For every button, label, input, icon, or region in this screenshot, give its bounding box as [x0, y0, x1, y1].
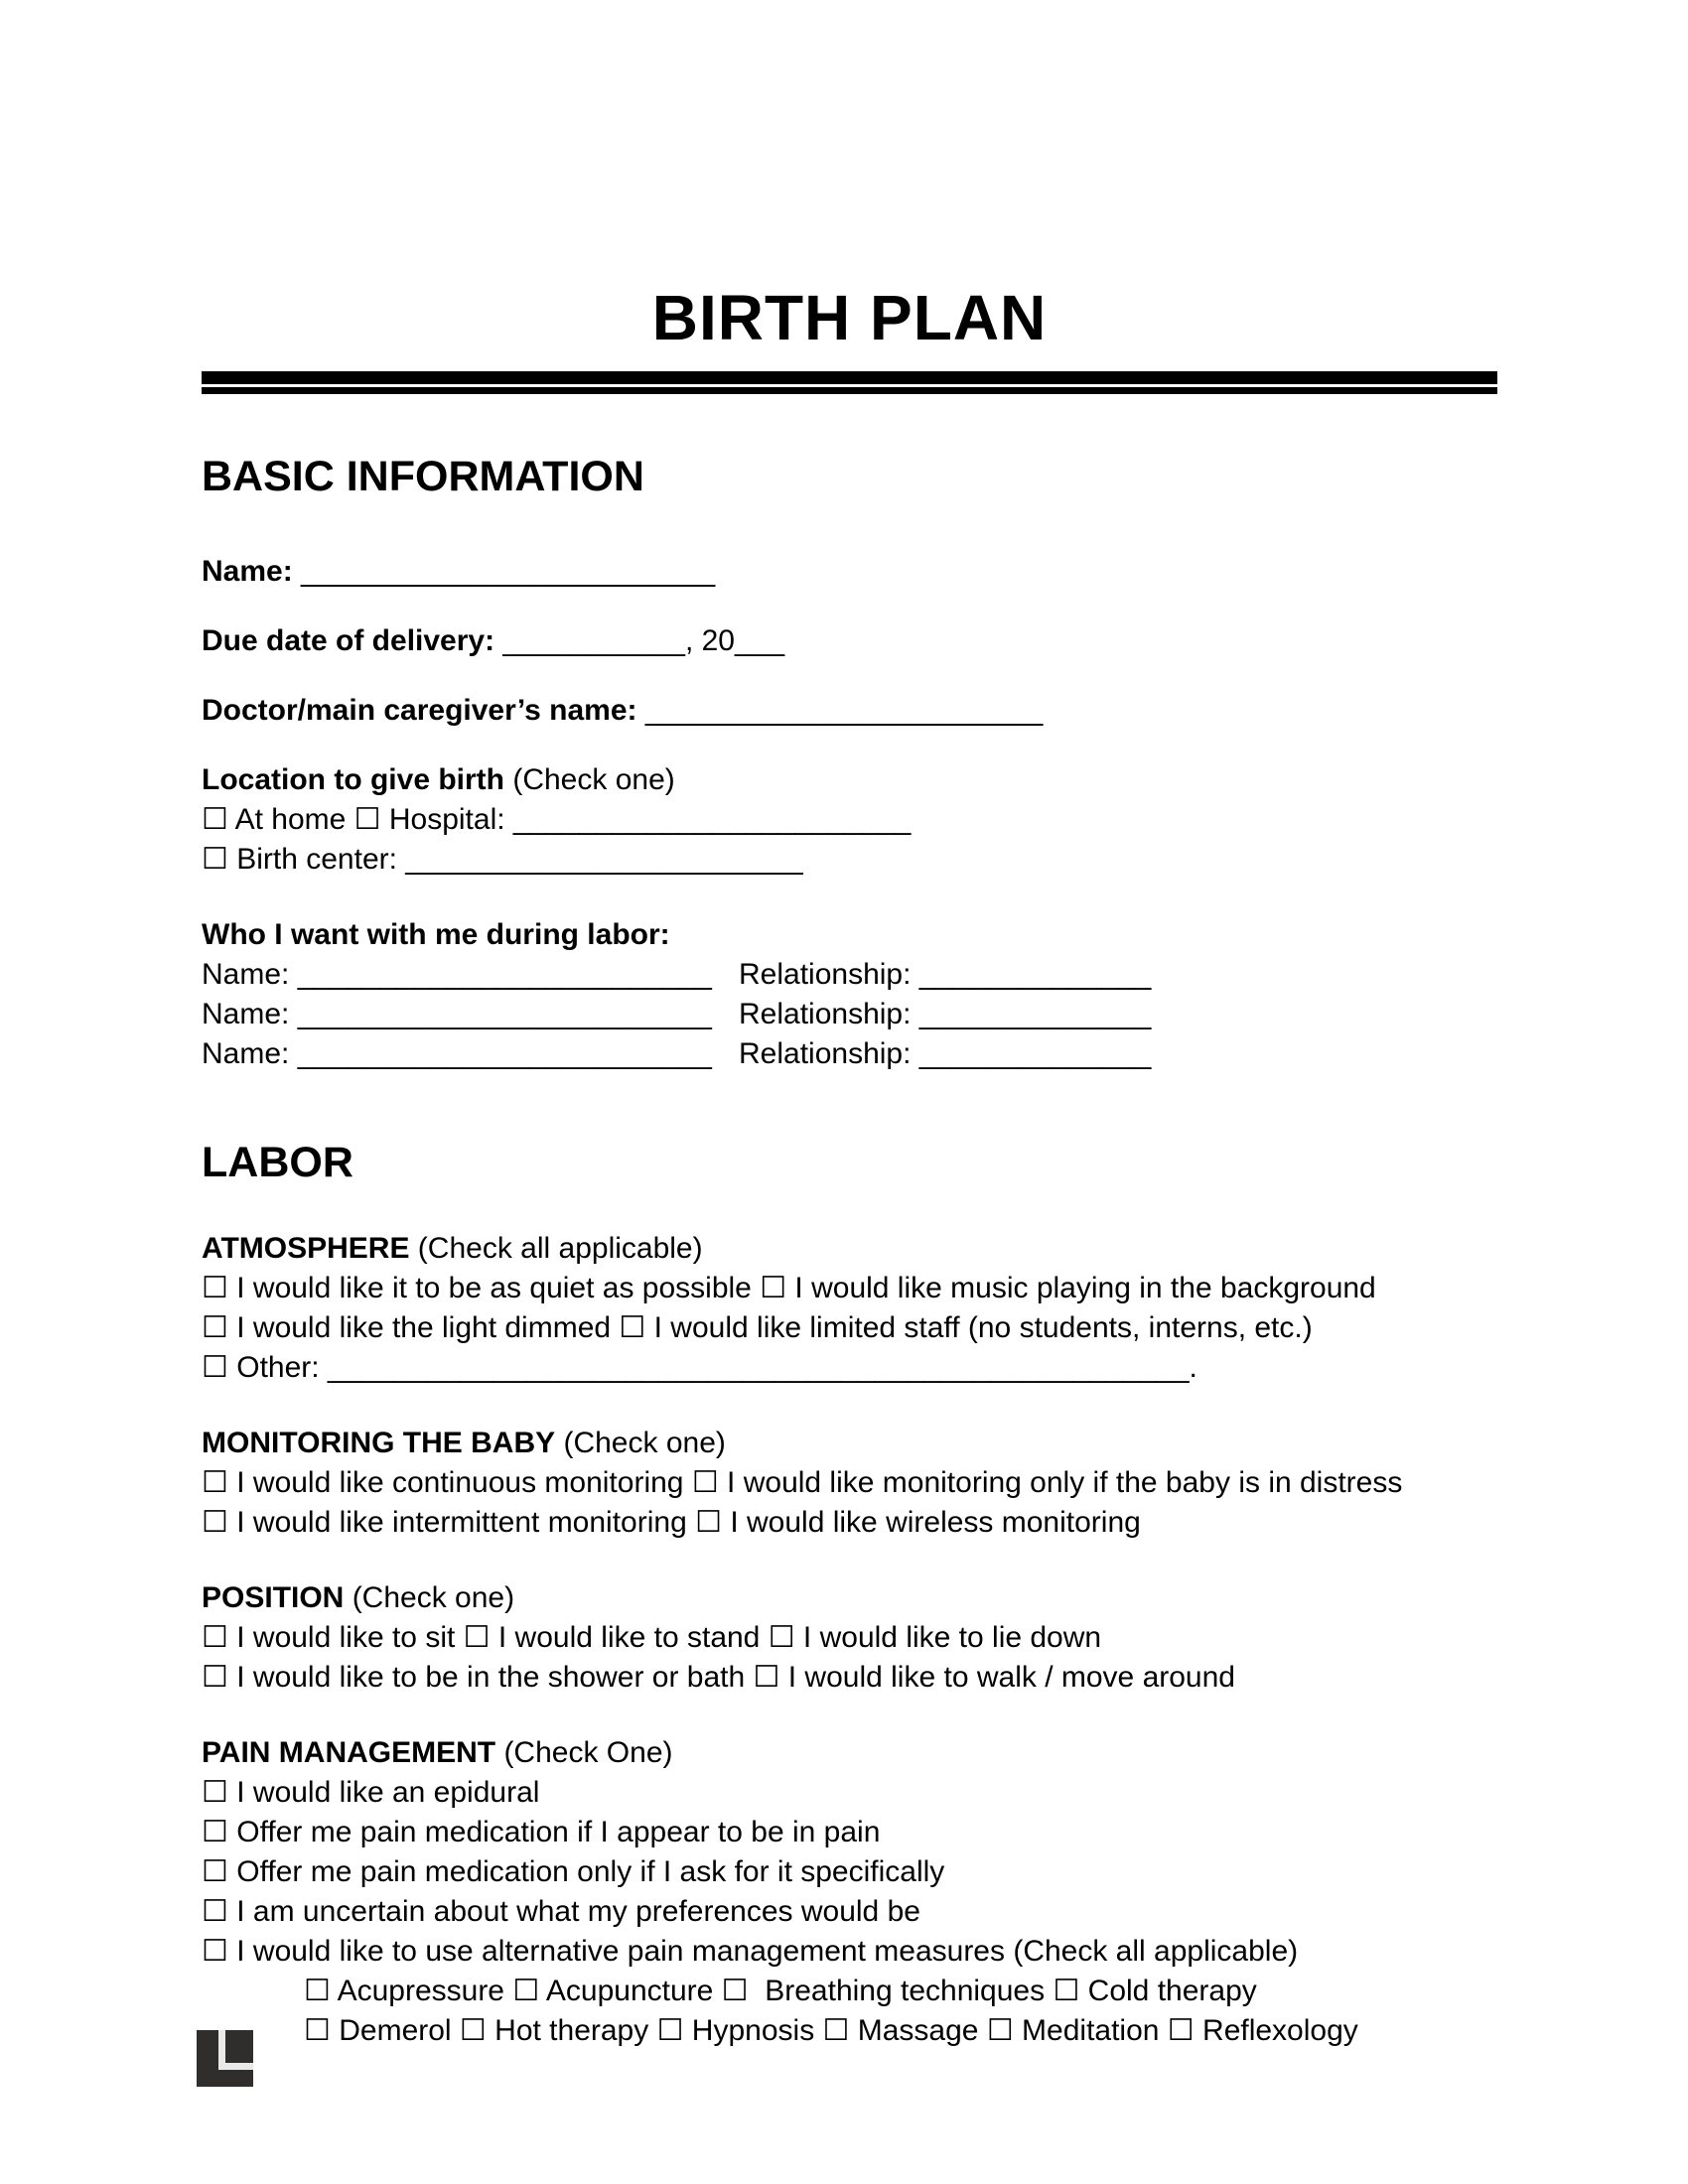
position-group-hint: (Check one): [344, 1580, 515, 1614]
pain-management-group-head: [202, 1733, 1497, 1773]
position-line: ☐ I would like to be in the shower or bath ☐ I would like to walk / move around: [202, 1660, 1235, 1694]
monitoring-line: ☐ I would like intermittent monitoring ☐ I would like wireless monitoring: [202, 1505, 1141, 1539]
companion-row: [202, 995, 1497, 1034]
name-field-blank: _________________________: [292, 555, 716, 589]
companion-relationship: Relationship: ______________: [739, 958, 1152, 992]
pain-management-line: ☐ Offer me pain medication if I appear to be in pain: [202, 1815, 881, 1848]
pain-management-line: ☐ I am uncertain about what my preferences would be: [202, 1894, 920, 1928]
monitoring-group-label: MONITORING THE BABY: [202, 1426, 556, 1459]
companion-relationship: Relationship: ______________: [739, 1037, 1152, 1071]
monitoring-group-head: [202, 1424, 1497, 1463]
atmosphere-group-hint: (Check all applicable): [409, 1231, 703, 1265]
title-rule-thick: [202, 371, 1497, 384]
location-group: [202, 760, 1497, 880]
pain-management-group-label: PAIN MANAGEMENT: [202, 1735, 496, 1769]
position-line: ☐ I would like to sit ☐ I would like to stand ☐ I would like to lie down: [202, 1620, 1102, 1654]
location-line-home-hospital: ☐ At home ☐ Hospital: ________________________: [202, 803, 912, 837]
logo-l-glyph: [218, 2030, 253, 2070]
title-rule-thin: [202, 387, 1497, 394]
document-title: BIRTH PLAN: [651, 282, 1048, 353]
atmosphere-group-head: [202, 1229, 1497, 1269]
location-group-head: [202, 760, 1497, 800]
companion-name: Name: _________________________: [202, 958, 712, 992]
location-group-hint: (Check one): [504, 763, 675, 797]
companion-name: Name: _________________________: [202, 1037, 712, 1071]
doctor-field-blank: ________________________: [636, 694, 1044, 728]
pain-management-group-hint: (Check One): [495, 1735, 673, 1769]
name-field-label: Name:: [202, 555, 293, 589]
atmosphere-group-label: ATMOSPHERE: [202, 1231, 410, 1265]
companions-group: [202, 915, 1497, 1074]
atmosphere-group: [202, 1229, 1497, 1388]
companion-name: Name: _________________________: [202, 998, 712, 1031]
pain-management-group: [202, 1733, 1497, 2051]
atmosphere-line-other: ☐ Other: ____________________________________________________.: [202, 1350, 1197, 1384]
due-date-field: [202, 621, 1497, 661]
section-heading-labor: LABOR: [202, 1139, 353, 1187]
location-line-birth-center: ☐ Birth center: ________________________: [202, 843, 803, 877]
monitoring-line: ☐ I would like continuous monitoring ☐ I would like monitoring only if the baby is in distress: [202, 1465, 1403, 1499]
doctor-field: [202, 691, 1497, 731]
section-heading-basic-information: BASIC INFORMATION: [202, 453, 644, 500]
position-group: [202, 1578, 1497, 1698]
legal-templates-logo-icon: [197, 2030, 253, 2087]
monitoring-group-hint: (Check one): [555, 1426, 726, 1459]
monitoring-group: [202, 1424, 1497, 1543]
companion-row: [202, 1034, 1497, 1074]
pain-management-line: ☐ I would like an epidural: [202, 1775, 540, 1809]
pain-management-line: ☐ Offer me pain medication only if I ask for it specifically: [202, 1854, 945, 1888]
companion-row: [202, 955, 1497, 995]
position-group-label: POSITION: [202, 1580, 345, 1614]
pain-management-line: ☐ I would like to use alternative pain management measures (Check all applicable): [202, 1934, 1299, 1968]
due-date-field-label: Due date of delivery:: [202, 624, 495, 658]
doctor-field-label: Doctor/main caregiver’s name:: [202, 694, 637, 728]
location-group-label: Location to give birth: [202, 763, 504, 797]
pain-management-alternative-line: ☐ Demerol ☐ Hot therapy ☐ Hypnosis ☐ Massage ☐ Meditation ☐ Reflexology: [304, 2013, 1358, 2047]
atmosphere-line: ☐ I would like the light dimmed ☐ I would like limited staff (no students, interns, etc.): [202, 1310, 1313, 1344]
pain-management-alternative-line: ☐ Acupressure ☐ Acupuncture ☐ Breathing techniques ☐ Cold therapy: [304, 1974, 1257, 2007]
due-date-field-blank: ___________, 20___: [494, 624, 785, 658]
atmosphere-line: ☐ I would like it to be as quiet as possible ☐ I would like music playing in the background: [202, 1271, 1376, 1304]
name-field: [202, 552, 1497, 592]
companion-relationship: Relationship: ______________: [739, 998, 1152, 1031]
position-group-head: [202, 1578, 1497, 1618]
companions-group-label: Who I want with me during labor:: [202, 918, 670, 952]
